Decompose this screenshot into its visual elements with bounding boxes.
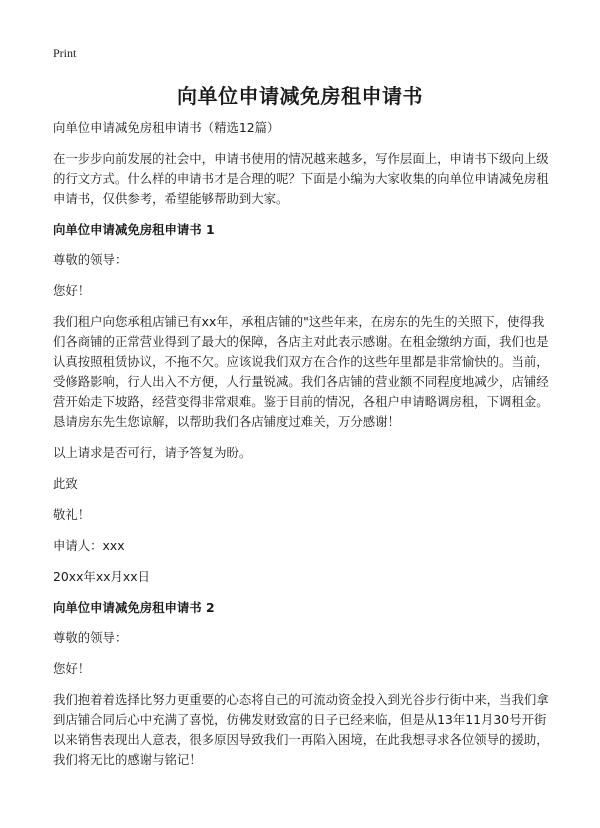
letter-1-body: 我们租户向您承租店铺已有xx年，承租店铺的"这些年来，在房东的先生的关照下，使得我们各商铺的正常营业得到了最大的保障，各店主对此表示感谢。在租金缴纳方面，我们也是认真按照租赁协议，不拖不欠。应该说我们双方在合作的这些年里都是非常愉快的。当前，受修路影响，行人出入不方便，人行量锐减。我们各店铺的营业额不同程度地减少，店铺经营开始走下坡路，经营变得非常艰难。鉴于目前的情况，各租户申请略调房租，下调租金。恳请房东先生您谅解，以帮助我们各店铺度过难关，万分感谢！ <box>53 314 549 429</box>
print-link[interactable]: Print <box>53 46 77 60</box>
letter-1-greeting: 您好！ <box>53 283 91 298</box>
letter-2-heading: 向单位申请减免房租申请书 2 <box>53 600 215 615</box>
letter-1-date: 20xx年xx月xx日 <box>53 569 150 584</box>
intro-paragraph: 在一步步向前发展的社会中，申请书使用的情况越来越多，写作层面上，申请书下级向上级的行文方式。什么样的申请书才是合理的呢？下面是小编为大家收集的向单位申请减免房租申请书，仅供参考，希望能够帮助到大家。 <box>53 151 549 206</box>
page-title: 向单位申请减免房租申请书 <box>177 84 423 108</box>
letter-2-salutation: 尊敬的领导： <box>53 630 128 645</box>
letter-1-salutation: 尊敬的领导： <box>53 252 128 267</box>
letter-2-greeting: 您好！ <box>53 661 91 676</box>
letter-1-request: 以上请求是否可行，请予答复为盼。 <box>53 445 252 460</box>
letter-1-heading: 向单位申请减免房租申请书 1 <box>53 222 215 237</box>
letter-1-applicant: 申请人：xxx <box>53 538 125 553</box>
letter-2-body: 我们抱着着选择比努力更重要的心态将自己的可流动资金投入到光谷步行街中来，当我们拿到店铺合同后心中充满了喜悦，仿佛发财致富的日子已经来临，但是从13年11月30号开街以来销售表现出人意表，很多原因导致我们一再陷入困境，在此我想寻求各位领导的援助，我们将无比的感谢与铭记！ <box>53 692 549 767</box>
document-body <box>53 118 550 781</box>
letter-1-salute: 敬礼！ <box>53 507 91 522</box>
letter-1-closing: 此致 <box>53 476 78 491</box>
document-subtitle: 向单位申请减免房租申请书（精选12篇） <box>53 120 280 135</box>
